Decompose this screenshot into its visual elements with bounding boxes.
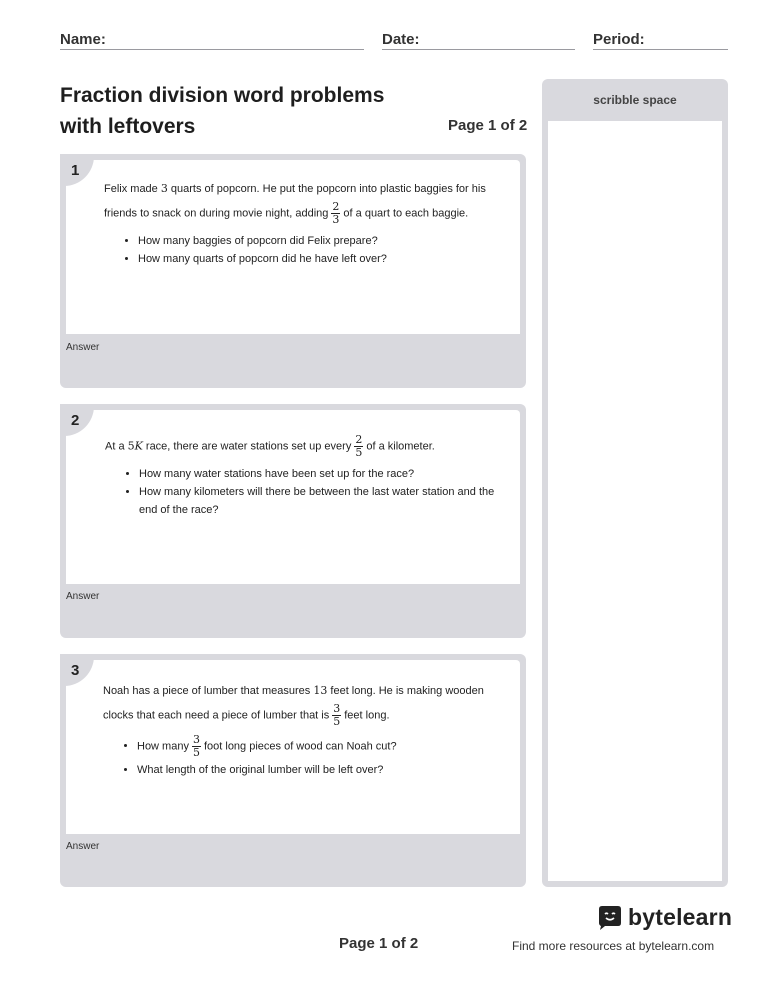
problem-3-questions	[103, 734, 513, 781]
page-title	[60, 80, 440, 142]
problem-3-line-1: Noah has a piece of lumber that measures 13 feet long. He is making wooden	[103, 684, 484, 697]
scribble-panel	[542, 79, 728, 887]
answer-label-1: Answer	[66, 342, 100, 353]
list-item: • How many baggies of popcorn did Felix prepare?	[138, 232, 514, 250]
problem-card-2	[60, 404, 526, 638]
name-field[interactable]	[60, 30, 364, 50]
page-number-bottom: Page 1 of 2	[339, 935, 419, 952]
fraction: $\frac{2}{5}$	[355, 433, 363, 459]
answer-label-2: Answer	[66, 591, 100, 602]
problem-card-1	[60, 154, 526, 388]
list-item: • How many kilometers will there be between the last water station and the end of the race?	[139, 483, 515, 519]
problem-2-questions	[105, 465, 515, 519]
scribble-label: scribble space	[593, 93, 677, 107]
problem-text-3	[103, 679, 513, 781]
bytelearn-logo	[596, 904, 732, 931]
page-title-line-1: Fraction division word problems	[60, 84, 385, 107]
list-item: • How many quarts of popcorn did he have left over?	[138, 250, 514, 268]
problem-1-line-2: friends to snack on during movie night, adding $\frac{2}{3}$ of a quart to each baggie.	[104, 200, 469, 226]
scribble-area[interactable]	[548, 121, 722, 881]
brand-name: bytelearn	[628, 904, 733, 930]
page-number-top: Page 1 of 2	[448, 117, 528, 134]
period-label: Period:	[593, 31, 645, 48]
list-item: • How many water stations have been set up for the race?	[139, 465, 515, 483]
problem-1-questions	[104, 232, 514, 268]
fraction: $\frac{3}{5}$	[333, 702, 341, 728]
problem-text-1	[104, 177, 514, 268]
resources-link[interactable]: Find more resources at bytelearn.com	[512, 939, 715, 953]
problem-card-3	[60, 654, 526, 887]
date-field[interactable]	[382, 30, 575, 50]
list-item: • What length of the original lumber will be left over?	[137, 759, 513, 781]
fraction: $\frac{2}{3}$	[332, 200, 340, 226]
problem-2-line-1: At a 5K race, there are water stations set up every $\frac{2}{5}$ of a kilometer.	[105, 433, 435, 459]
fraction: $\frac{3}{5}$	[192, 733, 200, 759]
answer-label-3: Answer	[66, 841, 100, 852]
page-title-line-2: with leftovers	[60, 115, 196, 138]
name-label: Name:	[60, 31, 106, 48]
bytelearn-mascot-icon	[596, 905, 624, 931]
period-field[interactable]	[593, 30, 728, 50]
problem-3-line-2: clocks that each need a piece of lumber that is $\frac{3}{5}$ feet long.	[103, 702, 390, 728]
problem-text-2	[105, 434, 515, 519]
list-item: • How many $\frac{3}{5}$ foot long pieces of wood can Noah cut?	[137, 734, 513, 759]
problem-number-2: 2	[60, 404, 94, 436]
problem-1-line-1: Felix made 3 quarts of popcorn. He put the popcorn into plastic baggies for his	[104, 182, 486, 195]
problem-number-3: 3	[60, 654, 94, 686]
date-label: Date:	[382, 31, 420, 48]
problem-number-1: 1	[60, 154, 94, 186]
